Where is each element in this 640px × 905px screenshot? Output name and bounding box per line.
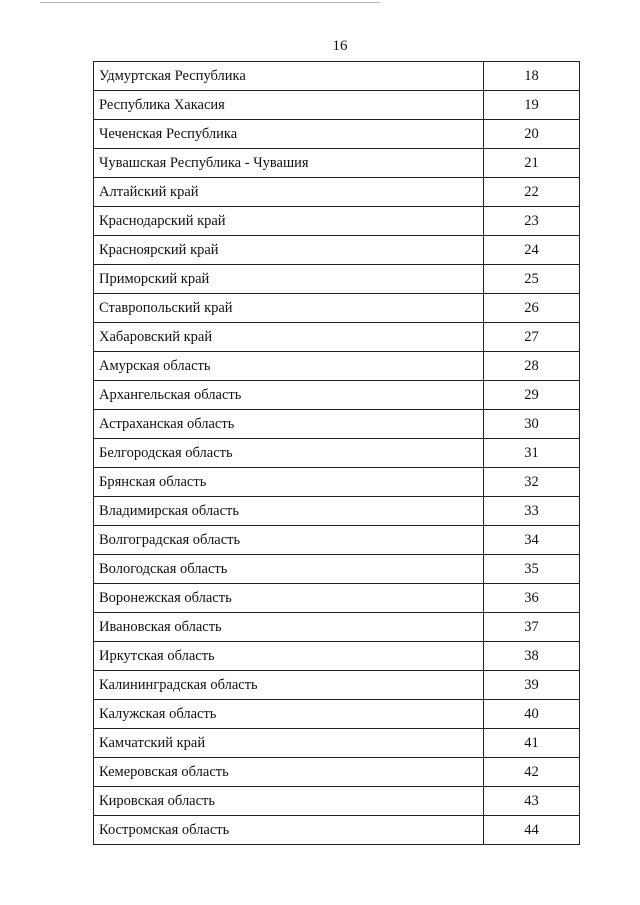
region-code-cell: 24 xyxy=(484,236,580,265)
region-code-cell: 30 xyxy=(484,410,580,439)
region-name-cell: Костромская область xyxy=(94,816,484,845)
region-code-cell: 25 xyxy=(484,265,580,294)
table-row xyxy=(94,207,580,236)
region-name-cell: Владимирская область xyxy=(94,497,484,526)
table-row xyxy=(94,265,580,294)
region-name-cell: Красноярский край xyxy=(94,236,484,265)
region-name-cell: Чувашская Республика - Чувашия xyxy=(94,149,484,178)
region-code-cell: 34 xyxy=(484,526,580,555)
region-name-cell: Калужская область xyxy=(94,700,484,729)
region-code-cell: 37 xyxy=(484,613,580,642)
region-code-cell: 40 xyxy=(484,700,580,729)
region-code-cell: 33 xyxy=(484,497,580,526)
scan-edge-line xyxy=(40,2,380,3)
page-number: 16 xyxy=(332,38,348,54)
region-code-cell: 18 xyxy=(484,62,580,91)
region-name-cell: Краснодарский край xyxy=(94,207,484,236)
region-name-cell: Чеченская Республика xyxy=(94,120,484,149)
region-name-cell: Калининградская область xyxy=(94,671,484,700)
region-name-cell: Волгоградская область xyxy=(94,526,484,555)
region-code-cell: 35 xyxy=(484,555,580,584)
region-code-cell: 38 xyxy=(484,642,580,671)
table-row xyxy=(94,816,580,845)
region-table xyxy=(93,61,580,845)
region-name-cell: Ивановская область xyxy=(94,613,484,642)
table-row xyxy=(94,642,580,671)
table-row xyxy=(94,468,580,497)
table-row xyxy=(94,439,580,468)
region-table-body xyxy=(94,62,580,845)
table-row xyxy=(94,671,580,700)
region-name-cell: Иркутская область xyxy=(94,642,484,671)
region-name-cell: Хабаровский край xyxy=(94,323,484,352)
region-code-cell: 41 xyxy=(484,729,580,758)
table-row xyxy=(94,410,580,439)
region-name-cell: Воронежская область xyxy=(94,584,484,613)
table-row xyxy=(94,758,580,787)
region-name-cell: Приморский край xyxy=(94,265,484,294)
table-row xyxy=(94,294,580,323)
region-code-cell: 23 xyxy=(484,207,580,236)
table-row xyxy=(94,352,580,381)
table-row xyxy=(94,91,580,120)
table-row xyxy=(94,178,580,207)
table-row xyxy=(94,323,580,352)
region-code-cell: 36 xyxy=(484,584,580,613)
table-row xyxy=(94,381,580,410)
table-row xyxy=(94,526,580,555)
region-name-cell: Амурская область xyxy=(94,352,484,381)
region-code-cell: 19 xyxy=(484,91,580,120)
region-code-cell: 28 xyxy=(484,352,580,381)
region-code-cell: 39 xyxy=(484,671,580,700)
region-code-cell: 42 xyxy=(484,758,580,787)
table-row xyxy=(94,120,580,149)
table-row xyxy=(94,236,580,265)
table-row xyxy=(94,149,580,178)
region-name-cell: Алтайский край xyxy=(94,178,484,207)
region-name-cell: Брянская область xyxy=(94,468,484,497)
region-name-cell: Архангельская область xyxy=(94,381,484,410)
region-code-cell: 22 xyxy=(484,178,580,207)
region-code-cell: 44 xyxy=(484,816,580,845)
region-code-cell: 20 xyxy=(484,120,580,149)
region-name-cell: Вологодская область xyxy=(94,555,484,584)
region-code-cell: 43 xyxy=(484,787,580,816)
region-code-cell: 29 xyxy=(484,381,580,410)
region-name-cell: Ставропольский край xyxy=(94,294,484,323)
table-row xyxy=(94,555,580,584)
region-name-cell: Республика Хакасия xyxy=(94,91,484,120)
region-code-cell: 21 xyxy=(484,149,580,178)
table-row xyxy=(94,497,580,526)
region-code-cell: 26 xyxy=(484,294,580,323)
table-row xyxy=(94,729,580,758)
region-code-cell: 27 xyxy=(484,323,580,352)
region-name-cell: Камчатский край xyxy=(94,729,484,758)
region-code-cell: 32 xyxy=(484,468,580,497)
region-name-cell: Удмуртская Республика xyxy=(94,62,484,91)
table-row xyxy=(94,613,580,642)
table-row xyxy=(94,62,580,91)
table-row xyxy=(94,787,580,816)
region-name-cell: Кемеровская область xyxy=(94,758,484,787)
region-code-cell: 31 xyxy=(484,439,580,468)
region-name-cell: Белгородская область xyxy=(94,439,484,468)
table-row xyxy=(94,700,580,729)
region-name-cell: Астраханская область xyxy=(94,410,484,439)
table-row xyxy=(94,584,580,613)
region-name-cell: Кировская область xyxy=(94,787,484,816)
